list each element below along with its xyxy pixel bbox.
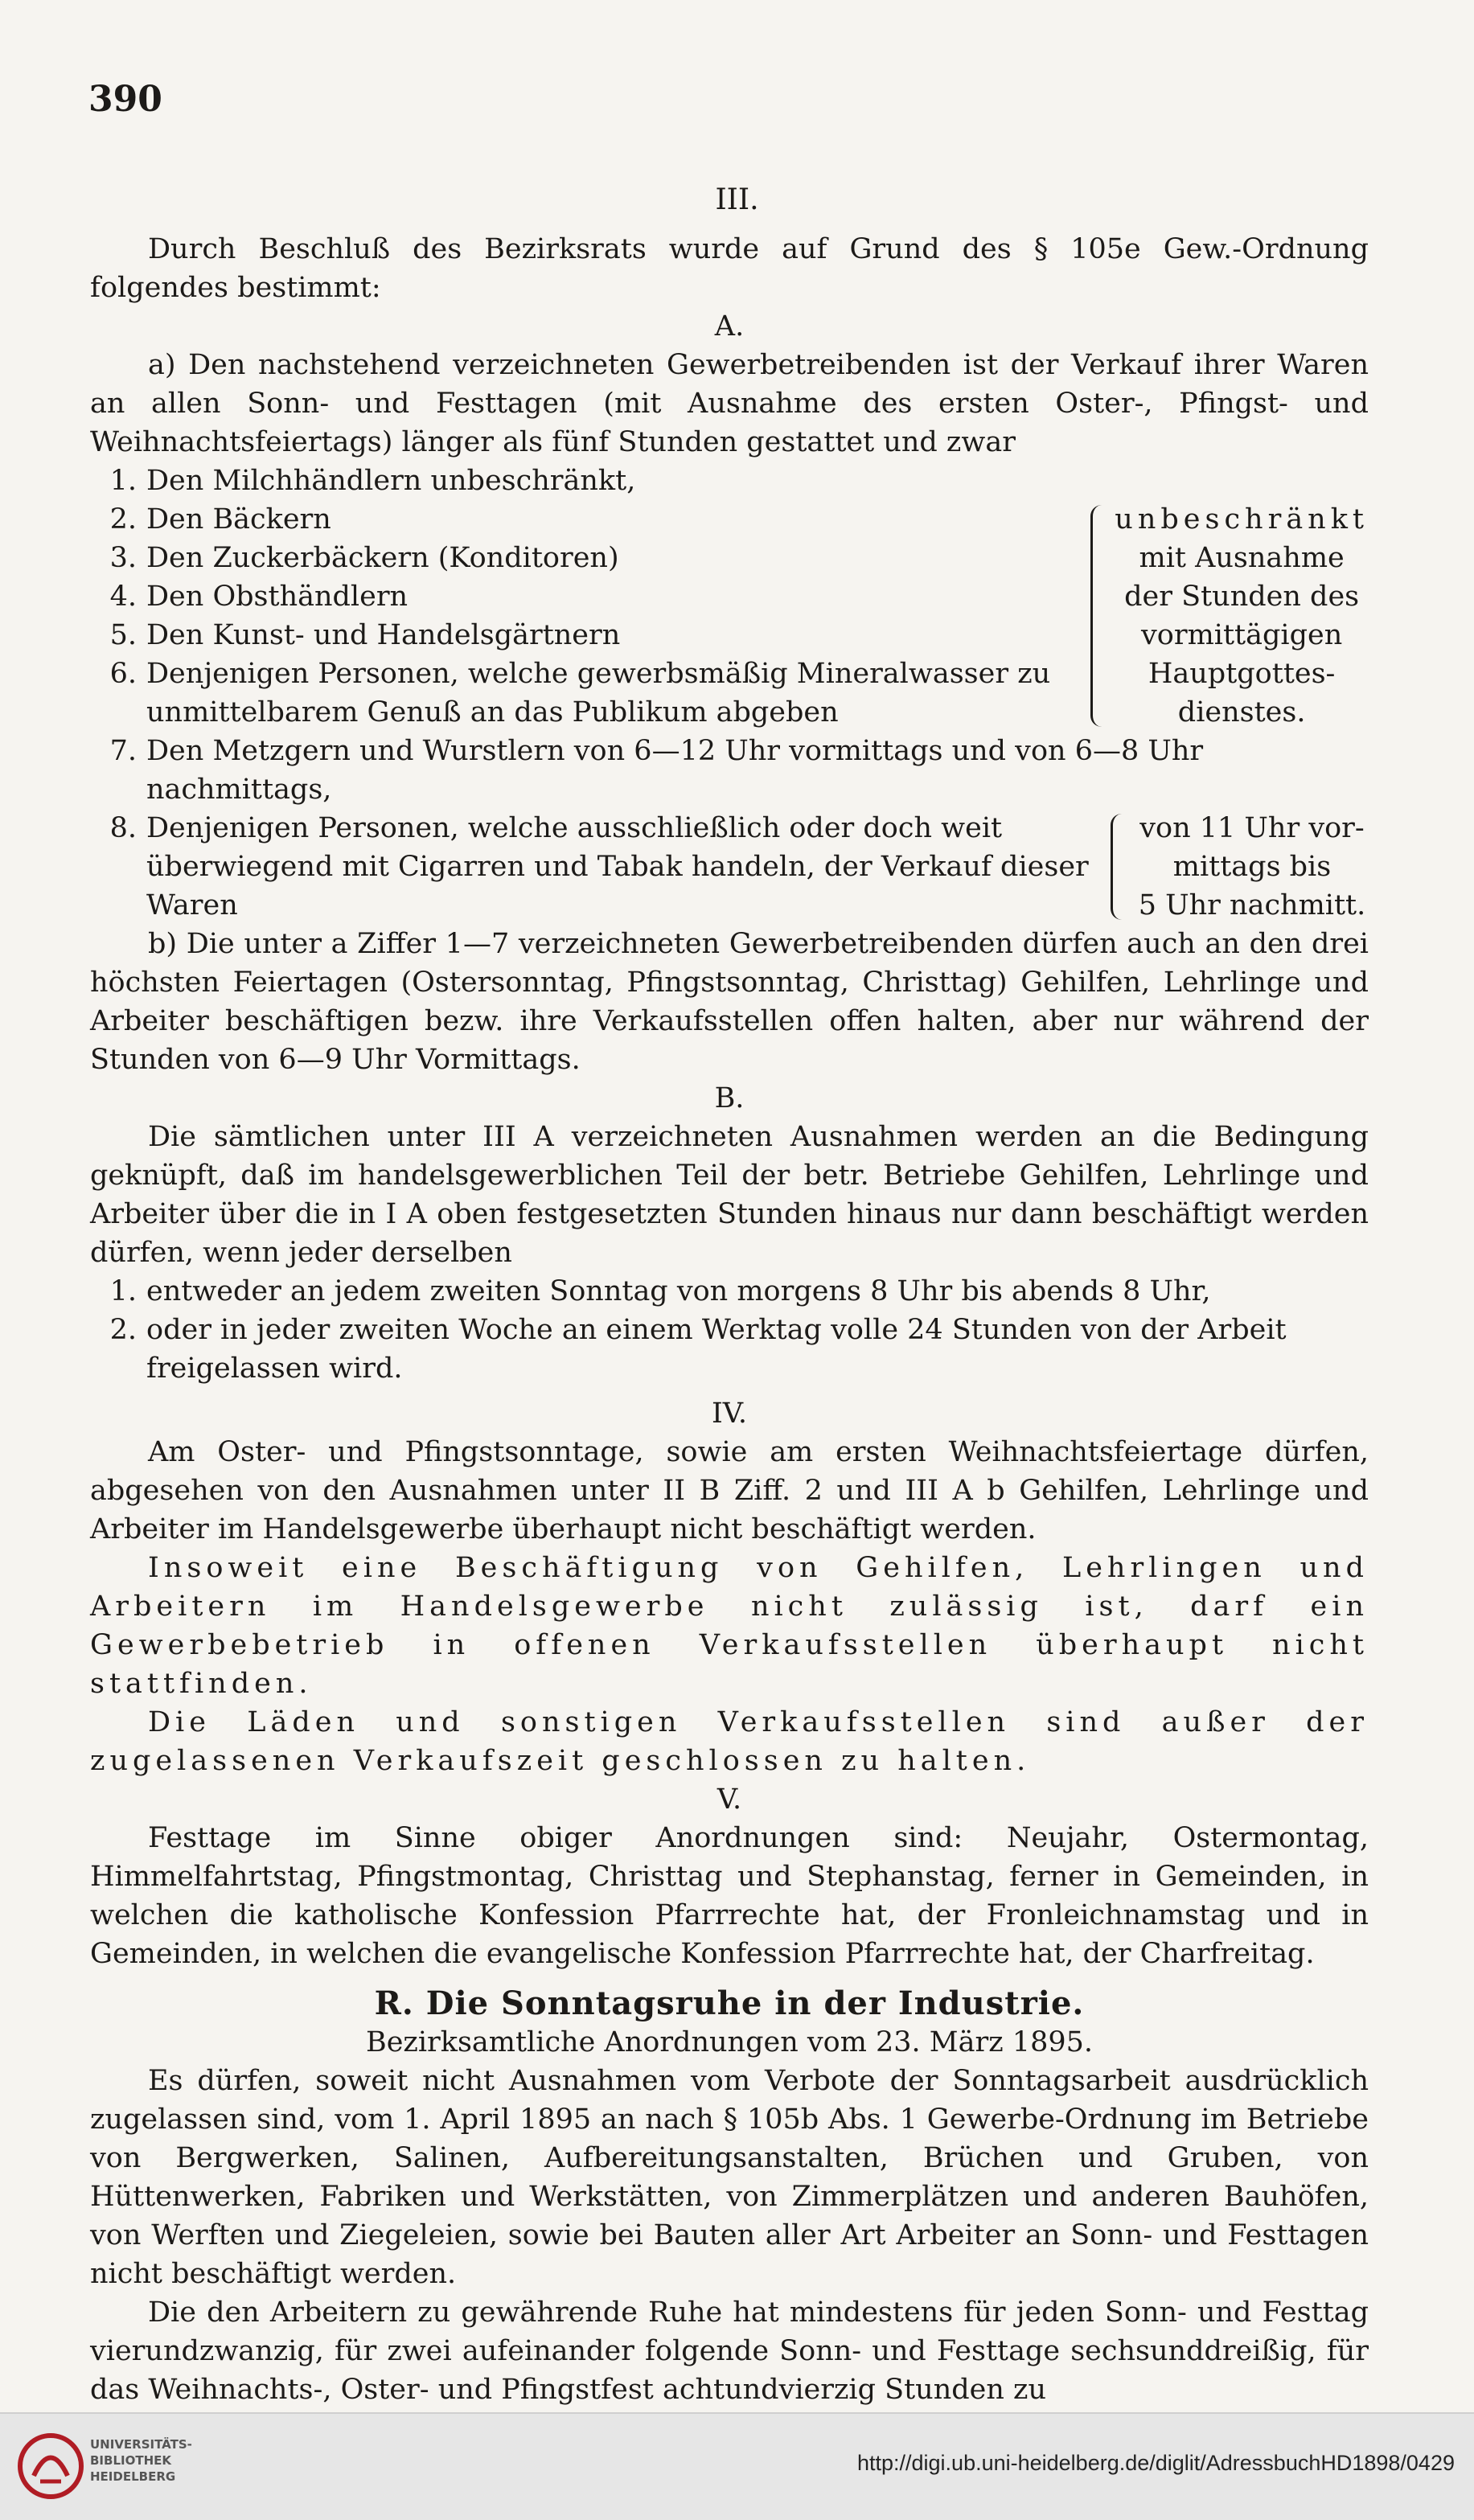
note-line: unbeschränkt (1115, 503, 1369, 536)
item-text: Den Metzgern und Wurstlern von 6—12 Uhr vormittags und von 6—8 Uhr nachmittags, (146, 735, 1204, 806)
braced-group-8 (90, 809, 1369, 925)
note-line: von 11 Uhr vor- (1139, 812, 1365, 844)
section-III-intro: Durch Beschluß des Bezirksrats wurde auf Grund des § 105e Gew.-Ordnung folgendes bestimmt: (90, 233, 1369, 304)
section-R-subheading: Bezirksamtliche Anordnungen vom 23. März 1895. (365, 2026, 1094, 2058)
note-line: dienstes. (1177, 696, 1306, 729)
item-number: 4. (109, 581, 137, 613)
list-item (90, 1311, 1369, 1388)
item-number: 1. (109, 1275, 137, 1307)
section-heading-III: III. (715, 183, 759, 216)
braced-group-note (1135, 809, 1369, 925)
item-text: oder in jeder zweiten Woche an einem Werktag volle 24 Stunden von der Arbeit freigelassen wird. (146, 1314, 1287, 1385)
item-number: 8. (109, 812, 137, 844)
library-name (90, 2436, 192, 2485)
library-name-line: HEIDELBERG (90, 2469, 176, 2484)
section-heading-IV: IV. (711, 1397, 748, 1430)
item-text: entweder an jedem zweiten Sonntag von morgens 8 Uhr bis abends 8 Uhr, (146, 1275, 1211, 1307)
section-V-paragraph: Festtage im Sinne obiger Anordnungen sind: Neujahr, Ostermontag, Himmelfahrtstag, Pfingstmontag, Christtag und Stephanstag, ferner in Gemeinden, in welchen die katholische Konfession Pfarrrechte hat, der Fronleichnamstag und in Gemeinden, in welchen die evangelische Konfession Pfarrrechte hat, der Charfreitag. (90, 1822, 1369, 1970)
item-text: Denjenigen Personen, welche gewerbsmäßig Mineralwasser zu unmittelbarem Genuß an das Publikum abgeben (146, 658, 1051, 729)
subsection-heading-B: B. (714, 1082, 745, 1114)
subsection-heading-A: A. (714, 310, 745, 343)
item-text: Den Bäckern (146, 503, 331, 536)
note-line: der Stunden des (1124, 581, 1360, 613)
item-text: Den Obsthändlern (146, 581, 409, 613)
paragraph-a: a) Den nachstehend verzeichneten Gewerbetreibenden ist der Verkauf ihrer Waren an allen Sonn- und Festtagen (mit Ausnahme des ersten Oster-, Pfingst- und Weihnachtsfeiertags) länger als fünf Stunden gestattet und zwar (90, 349, 1369, 458)
paragraph-B: Die sämtlichen unter III A verzeichneten Ausnahmen werden an die Bedingung geknüpft, daß im handelsgewerblichen Teil der betr. Betriebe Gehilfen, Lehrlinge und Arbeiter über die in I A oben festgesetzten Stunden hinaus nur dann beschäftigt werden dürfen, wenn jeder derselben (90, 1121, 1369, 1269)
item-number: 3. (109, 542, 137, 574)
item-text: Den Kunst- und Handelsgärtnern (146, 619, 621, 651)
braced-group-items (90, 500, 1087, 732)
note-line: vormittägigen (1141, 619, 1343, 651)
list-item (90, 500, 1087, 539)
list-item (90, 616, 1087, 655)
note-line: mittags bis (1172, 851, 1332, 883)
item-text: Den Zuckerbäckern (Konditoren) (146, 542, 619, 574)
note-line: mit Ausnahme (1139, 542, 1345, 574)
braced-group-items (90, 809, 1107, 925)
section-R-paragraph: Die den Arbeitern zu gewährende Ruhe hat mindestens für jeden Sonn- und Festtag vierundzwanzig, für zwei aufeinander folgende Sonn- und Festtage sechsunddreißig, für das Weihnachts-, Oster- und Pfingstfest achtundvierzig Stunden zu (90, 2296, 1369, 2406)
item-number: 5. (109, 619, 137, 651)
university-library-logo-icon (16, 2432, 85, 2501)
item-number: 2. (109, 503, 137, 536)
brace-bracket (1111, 814, 1129, 920)
item-text: Den Milchhändlern unbeschränkt, (146, 465, 636, 497)
library-name-line: BIBLIOTHEK (90, 2453, 171, 2468)
note-line: Hauptgottes- (1148, 658, 1336, 690)
section-IV-paragraph: Die Läden und sonstigen Verkaufsstellen sind außer der zugelassenen Verkaufszeit geschlossen zu halten. (90, 1706, 1369, 1777)
list-item (90, 539, 1087, 577)
section-heading-V: V. (716, 1783, 742, 1816)
item-number: 6. (109, 658, 137, 690)
paragraph-b: b) Die unter a Ziffer 1—7 verzeichneten Gewerbetreibenden dürfen auch an den drei höchsten Feiertagen (Ostersonntag, Pfingstsonntag, Christtag) Gehilfen, Lehrlinge und Arbeiter beschäftigen bezw. ihre Verkaufsstellen offen halten, aber nur während der Stunden von 6—9 Uhr Vormittags. (90, 928, 1369, 1076)
item-number: 7. (109, 735, 137, 767)
list-item (90, 577, 1087, 616)
section-heading-R: R. Die Sonntagsruhe in der Industrie. (374, 1984, 1085, 2022)
item-text: Denjenigen Personen, welche ausschließlich oder doch weit überwiegend mit Cigarren und Tabak handeln, der Verkauf dieser Waren (146, 812, 1089, 921)
braced-group-note (1115, 500, 1369, 732)
braced-group-2-6 (90, 500, 1369, 732)
source-url-link[interactable]: http://digi.ub.uni-heidelberg.de/diglit/AdressbuchHD1898/0429 (856, 2451, 1455, 2475)
section-IV-paragraph: Insoweit eine Beschäftigung von Gehilfen, Lehrlingen und Arbeitern im Handelsgewerbe nicht zulässig ist, darf ein Gewerbebetrieb in offenen Verkaufsstellen überhaupt nicht stattfinden. (90, 1552, 1369, 1700)
section-IV-paragraph: Am Oster- und Pfingstsonntage, sowie am ersten Weihnachtsfeiertage dürfen, abgesehen von den Ausnahmen unter II B Ziff. 2 und III A b Gehilfen, Lehrlinge und Arbeiter im Handelsgewerbe überhaupt nicht beschäftigt werden. (90, 1436, 1369, 1545)
list-item (90, 732, 1369, 809)
list-item (90, 655, 1087, 732)
item-number: 1. (109, 465, 137, 497)
list-item (90, 1272, 1369, 1311)
list-item (90, 809, 1107, 925)
section-III-body (90, 230, 1369, 2409)
brace-bracket (1090, 505, 1109, 727)
note-line: 5 Uhr nachmitt. (1138, 889, 1366, 921)
list-item (90, 462, 1369, 500)
library-name-line: UNIVERSITÄTS- (90, 2437, 192, 2452)
viewer-footer (0, 2412, 1474, 2520)
section-R-paragraph: Es dürfen, soweit nicht Ausnahmen vom Verbote der Sonntagsarbeit ausdrücklich zugelassen sind, vom 1. April 1895 an nach § 105b Abs. 1 Gewerbe-Ordnung im Betriebe von Bergwerken, Salinen, Aufbereitungsanstalten, Brüchen und Gruben, von Hüttenwerken, Fabriken und Werkstätten, von Zimmerplätzen und anderen Bauhöfen, von Werften und Ziegeleien, sowie bei Bauten aller Art Arbeiter an Sonn- und Festtagen nicht beschäftigt werden. (90, 2065, 1369, 2290)
page-number: 390 (88, 79, 162, 120)
item-number: 2. (109, 1314, 137, 1346)
